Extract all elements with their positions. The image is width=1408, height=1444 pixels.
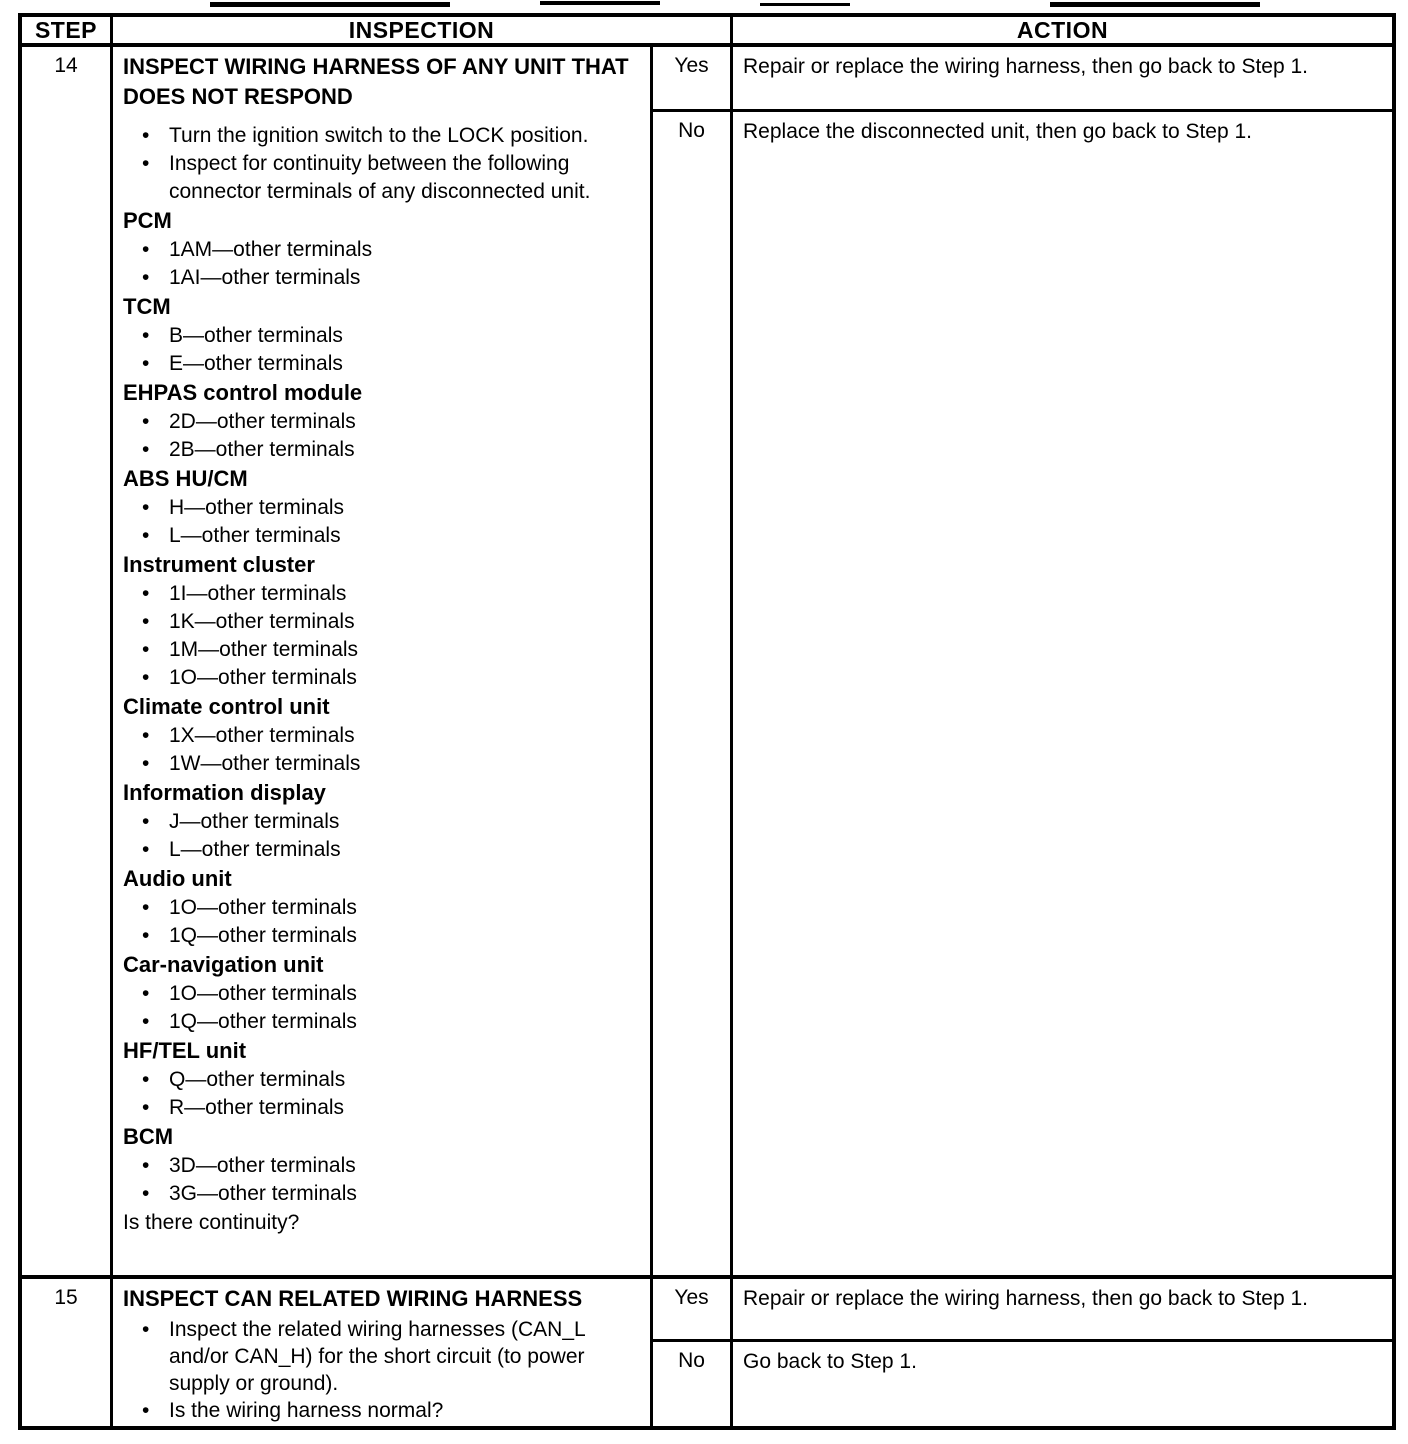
unit-terminal-list bbox=[123, 236, 644, 292]
unit-terminal-list bbox=[123, 1066, 644, 1122]
list-item: • 1Q—other terminals bbox=[123, 922, 644, 950]
header-action: ACTION bbox=[1016, 17, 1109, 43]
unit-section-name: Information display bbox=[123, 780, 326, 805]
scan-artifact bbox=[540, 1, 660, 5]
action-text: Replace the disconnected unit, then go back to Step 1. bbox=[743, 120, 1253, 143]
outcome-no-row bbox=[653, 1339, 1392, 1428]
list-item: • 3G—other terminals bbox=[123, 1180, 644, 1208]
list-item: • Inspect the related wiring harnesses (CAN_L and/or CAN_H) for the short circuit (to power supply or ground). bbox=[123, 1316, 644, 1397]
unit-terminal-list bbox=[123, 322, 644, 378]
list-item: • 1Q—other terminals bbox=[123, 1008, 644, 1036]
list-item: • L—other terminals bbox=[123, 522, 644, 550]
list-item: • 1K—other terminals bbox=[123, 608, 644, 636]
inspection-question: Is there continuity? bbox=[123, 1211, 300, 1234]
unit-section-name: Audio unit bbox=[123, 866, 232, 891]
yes-label: Yes bbox=[653, 1279, 733, 1339]
list-item: • 2D—other terminals bbox=[123, 408, 644, 436]
action-text: Repair or replace the wiring harness, then go back to Step 1. bbox=[743, 1287, 1308, 1310]
unit-section-name: EHPAS control module bbox=[123, 380, 363, 405]
list-item: • 1M—other terminals bbox=[123, 636, 644, 664]
scan-artifact bbox=[210, 2, 450, 7]
unit-terminal-list bbox=[123, 580, 644, 692]
list-item: • 1AM—other terminals bbox=[123, 236, 644, 264]
list-item: • B—other terminals bbox=[123, 322, 644, 350]
outcomes-cell bbox=[653, 47, 1392, 1275]
inspection-intro-list bbox=[123, 122, 644, 206]
step-number: 15 bbox=[22, 1279, 113, 1428]
unit-section-name: BCM bbox=[123, 1124, 174, 1149]
unit-terminal-list bbox=[123, 408, 644, 464]
unit-section-name: HF/TEL unit bbox=[123, 1038, 247, 1063]
inspection-cell bbox=[113, 47, 653, 1275]
header-step: STEP bbox=[22, 17, 113, 44]
list-item: • Turn the ignition switch to the LOCK position. bbox=[123, 122, 644, 150]
scan-artifact bbox=[760, 3, 850, 6]
list-item: • 1O—other terminals bbox=[123, 894, 644, 922]
list-item: • L—other terminals bbox=[123, 836, 644, 864]
list-item: • J—other terminals bbox=[123, 808, 644, 836]
outcome-no-row bbox=[653, 109, 1392, 1275]
unit-terminal-list bbox=[123, 808, 644, 864]
unit-section-name: Climate control unit bbox=[123, 694, 330, 719]
list-item: • Q—other terminals bbox=[123, 1066, 644, 1094]
list-item: • 1X—other terminals bbox=[123, 722, 644, 750]
list-item: • 1O—other terminals bbox=[123, 664, 644, 692]
list-item: • 1O—other terminals bbox=[123, 980, 644, 1008]
unit-section-name: ABS HU/CM bbox=[123, 466, 248, 491]
troubleshooting-table bbox=[18, 13, 1396, 1430]
unit-terminal-list bbox=[123, 980, 644, 1036]
unit-terminal-list bbox=[123, 894, 644, 950]
unit-section-name: PCM bbox=[123, 208, 172, 233]
list-item: • 2B—other terminals bbox=[123, 436, 644, 464]
header-inspection: INSPECTION bbox=[113, 17, 733, 44]
inspection-title: INSPECT CAN RELATED WIRING HARNESS bbox=[123, 1286, 583, 1311]
list-item: • E—other terminals bbox=[123, 350, 644, 378]
unit-section-name: Instrument cluster bbox=[123, 552, 315, 577]
outcome-yes-row bbox=[653, 47, 1392, 109]
step-number: 14 bbox=[22, 47, 113, 1275]
table-row-step-14 bbox=[22, 47, 1392, 1279]
inspection-title: INSPECT WIRING HARNESS OF ANY UNIT THAT DOES NOT RESPOND bbox=[123, 54, 629, 109]
no-label: No bbox=[653, 1342, 733, 1428]
outcomes-cell bbox=[653, 1279, 1392, 1428]
list-item: • Is the wiring harness normal? bbox=[123, 1397, 644, 1424]
no-label: No bbox=[653, 112, 733, 1275]
action-text: Repair or replace the wiring harness, then go back to Step 1. bbox=[743, 55, 1308, 78]
inspection-intro-list bbox=[123, 1316, 644, 1424]
list-item: • Inspect for continuity between the following connector terminals of any disconnected unit. bbox=[123, 150, 644, 206]
unit-terminal-list bbox=[123, 494, 644, 550]
unit-terminal-list bbox=[123, 722, 644, 778]
scan-artifact bbox=[1050, 2, 1260, 7]
unit-section-name: TCM bbox=[123, 294, 171, 319]
list-item: • 3D—other terminals bbox=[123, 1152, 644, 1180]
yes-label: Yes bbox=[653, 47, 733, 109]
unit-section-name: Car-navigation unit bbox=[123, 952, 324, 977]
list-item: • 1W—other terminals bbox=[123, 750, 644, 778]
list-item: • 1I—other terminals bbox=[123, 580, 644, 608]
table-header-row bbox=[22, 17, 1392, 47]
list-item: • H—other terminals bbox=[123, 494, 644, 522]
list-item: • R—other terminals bbox=[123, 1094, 644, 1122]
unit-terminal-list bbox=[123, 1152, 644, 1208]
outcome-yes-row bbox=[653, 1279, 1392, 1339]
list-item: • 1AI—other terminals bbox=[123, 264, 644, 292]
table-row-step-15 bbox=[22, 1279, 1392, 1428]
inspection-cell bbox=[113, 1279, 653, 1428]
action-text: Go back to Step 1. bbox=[743, 1350, 917, 1373]
